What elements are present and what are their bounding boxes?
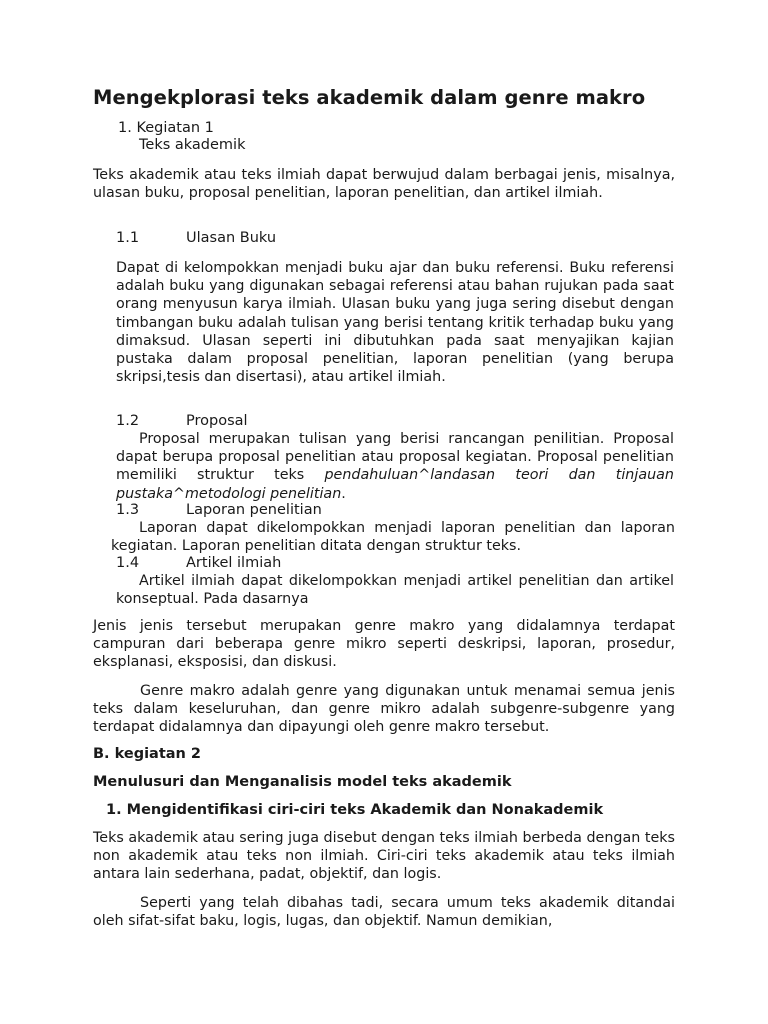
section-title: Laporan penelitian: [186, 502, 322, 518]
section-number: 1.4: [116, 555, 140, 571]
body-text-end: .: [341, 485, 346, 502]
document-title: Mengekplorasi teks akademik dalam genre makro: [93, 86, 646, 109]
section-title: Ulasan Buku: [186, 230, 277, 246]
section-1-2-body: [116, 430, 674, 503]
section-1-3-heading: [116, 502, 322, 519]
section-number: 1.2: [116, 413, 140, 429]
kegiatan1-heading: 1. Kegiatan 1: [118, 120, 214, 136]
teks-akademik-paragraph: Teks akademik atau sering juga disebut dengan teks ilmiah berbeda dengan teks non akademik atau teks non ilmiah. Ciri-ciri teks akademik atau teks ilmiah antara lain sederhana, padat, objektif, dan logis.: [93, 830, 675, 883]
body-italic-text: pendahuluan^landasan teori dan tinjauan pustaka^metodologi penelitian: [116, 467, 674, 502]
kegiatan1-subheading: Teks akademik: [139, 137, 246, 153]
section-1-3-body: Laporan dapat dikelompokkan menjadi laporan penelitian dan laporan kegiatan. Laporan penelitian ditata dengan struktur teks.: [111, 520, 675, 555]
section-1-2-heading: [116, 413, 248, 430]
kegiatan2-subheading: Menulusuri dan Menganalisis model teks akademik: [93, 774, 512, 790]
section-number: 1.3: [116, 502, 140, 518]
kegiatan1-summary-paragraph: Jenis jenis tersebut merupakan genre makro yang didalamnya terdapat campuran dari beberapa genre mikro seperti deskripsi, laporan, prosedur, eksplanasi, eksposisi, dan diskusi.: [93, 618, 675, 671]
identifikasi-heading: 1. Mengidentifikasi ciri-ciri teks Akademik dan Nonakademik: [106, 802, 604, 818]
section-1-4-body: Artikel ilmiah dapat dikelompokkan menjadi artikel penelitian dan artikel konseptual. Pada dasarnya: [116, 573, 674, 608]
kegiatan2-heading: B. kegiatan 2: [93, 746, 202, 762]
kegiatan1-intro-paragraph: Teks akademik atau teks ilmiah dapat berwujud dalam berbagai jenis, misalnya, ulasan buku, proposal penelitian, laporan penelitian, dan artikel ilmiah.: [93, 167, 675, 202]
section-1-4-heading: [116, 555, 281, 572]
sifat-teks-paragraph: Seperti yang telah dibahas tadi, secara umum teks akademik ditandai oleh sifat-sifat baku, logis, lugas, dan objektif. Namun demikian,: [93, 895, 675, 930]
section-number: 1.1: [116, 230, 140, 246]
section-1-1-body: Dapat di kelompokkan menjadi buku ajar dan buku referensi. Buku referensi adalah buku yang digunakan sebagai referensi atau bahan rujukan pada saat orang menyusun karya ilmiah. Ulasan buku yang juga sering disebut dengan timbangan buku adalah tulisan yang berisi tentang kritik terhadap buku yang dimaksud. Ulasan seperti ini dibutuhkan pada saat menyajikan kajian pustaka dalam proposal penelitian, laporan penelitian (yang berupa skripsi,tesis dan disertasi), atau artikel ilmiah.: [116, 260, 674, 386]
section-title: Proposal: [186, 413, 248, 429]
section-title: Artikel ilmiah: [186, 555, 282, 571]
body-text: Proposal merupakan tulisan yang berisi rancangan penilitian. Proposal dapat berupa proposal penelitian atau proposal kegiatan. Proposal penelitian memiliki struktur teks: [116, 431, 674, 484]
section-1-1-heading: [116, 230, 276, 247]
genre-makro-paragraph: Genre makro adalah genre yang digunakan untuk menamai semua jenis teks dalam keseluruhan, dan genre mikro adalah subgenre-subgenre yang terdapat didalamnya dan dipayungi oleh genre makro tersebut.: [93, 683, 675, 736]
